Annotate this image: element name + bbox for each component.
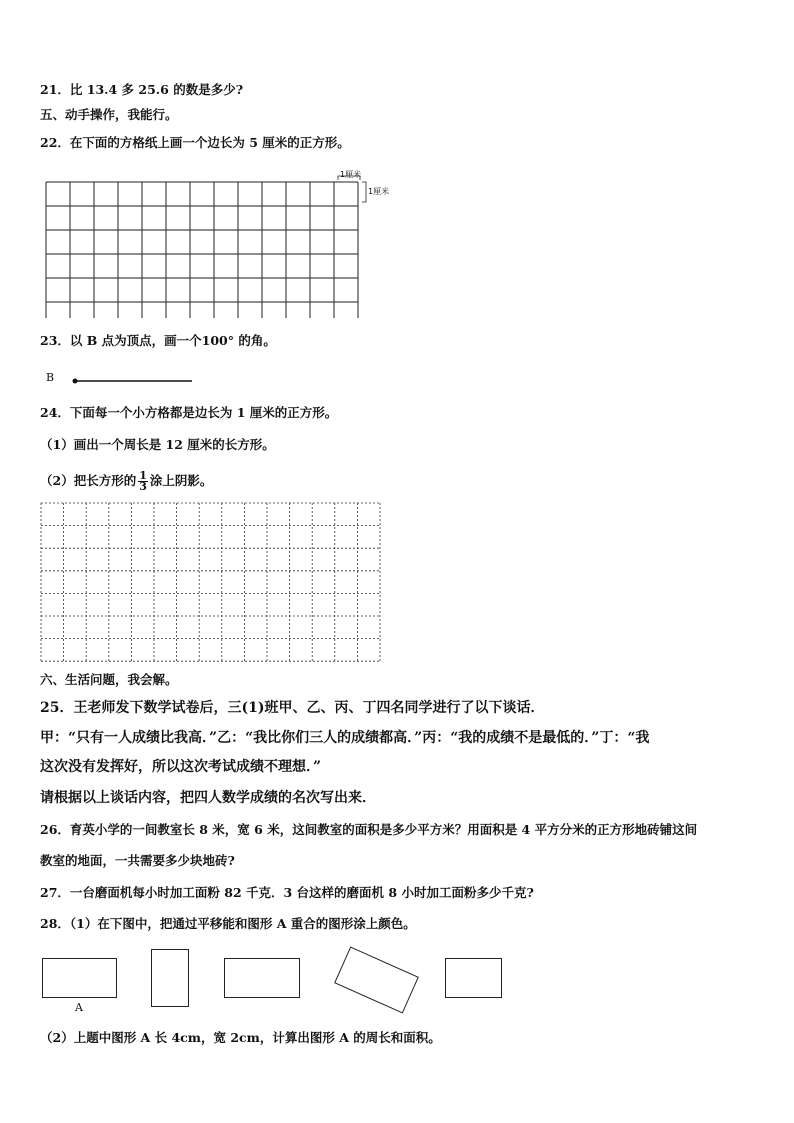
question-25-line-3: 这次没有发挥好，所以这次考试成绩不理想．”: [40, 759, 322, 775]
question-24-part-2: [40, 470, 212, 492]
question-21: 21．比 13.4 多 25.6 的数是多少?: [40, 82, 244, 97]
question-27: 27．一台磨面机每小时加工面粉 82 千克．3 台这样的磨面机 8 小时加工面粉多少千克?: [40, 885, 534, 900]
ray-from-b: [70, 374, 200, 388]
question-26: 26．育英小学的一间教室长 8 米，宽 6 米，这间教室的面积是多少平方米？用面积是 4 平方分米的正方形地砖铺这间: [40, 822, 698, 837]
dotted-grid-lines: [41, 503, 380, 661]
fraction-denominator: 3: [139, 480, 147, 493]
shape-vertical-rectangle: [151, 949, 189, 1007]
q24-2-prefix: （2）把长方形的: [40, 473, 137, 488]
unit-label-horizontal: 1厘米: [340, 170, 362, 179]
unit-bracket-vertical: [362, 182, 366, 202]
section-5-heading: 五、动手操作，我能行。: [40, 107, 178, 122]
question-25-line-2: 甲：“只有一人成绩比我高．”乙：“我比你们三人的成绩都高．”丙：“我的成绩不是最低的．”丁：“我: [40, 730, 650, 746]
unit-label-vertical: 1厘米: [368, 187, 390, 196]
shape-rotated-rectangle: [334, 946, 419, 1013]
question-24-part-1: （1）画出一个周长是 12 厘米的长方形。: [40, 437, 275, 452]
shape-rectangle-3: [224, 958, 300, 998]
section-6-heading: 六、生活问题，我会解。: [40, 672, 178, 687]
shape-a-rectangle: [42, 958, 117, 998]
fraction-one-third: [138, 471, 148, 492]
shape-small-rectangle: [445, 958, 502, 998]
question-26-line-2: 教室的地面，一共需要多少块地砖?: [40, 853, 235, 868]
question-25-line-4: 请根据以上谈话内容，把四人数学成绩的名次写出来．: [40, 790, 376, 806]
question-23: 23．以 B 点为顶点，画一个100° 的角。: [40, 333, 276, 348]
question-25: 25．王老师发下数学试卷后，三(1)班甲、乙、丙、丁四名同学进行了以下谈话．: [40, 700, 545, 716]
question-24: 24．下面每一个小方格都是边长为 1 厘米的正方形。: [40, 405, 338, 420]
dotted-grid-paper: [40, 502, 385, 668]
fraction-numerator: 1: [139, 469, 147, 482]
q24-2-suffix: 涂上阴影。: [149, 473, 213, 488]
square-grid-paper: [40, 168, 400, 318]
grid-lines: [46, 182, 358, 318]
point-b-label: B: [46, 371, 55, 384]
question-22: 22．在下面的方格纸上画一个边长为 5 厘米的正方形。: [40, 135, 350, 150]
shape-a-label: A: [75, 1001, 83, 1014]
question-28-part-1: 28．（1）在下图中，把通过平移能和图形 A 重合的图形涂上颜色。: [40, 916, 416, 931]
question-28-part-2: （2）上题中图形 A 长 4cm，宽 2cm，计算出图形 A 的周长和面积。: [40, 1030, 441, 1045]
